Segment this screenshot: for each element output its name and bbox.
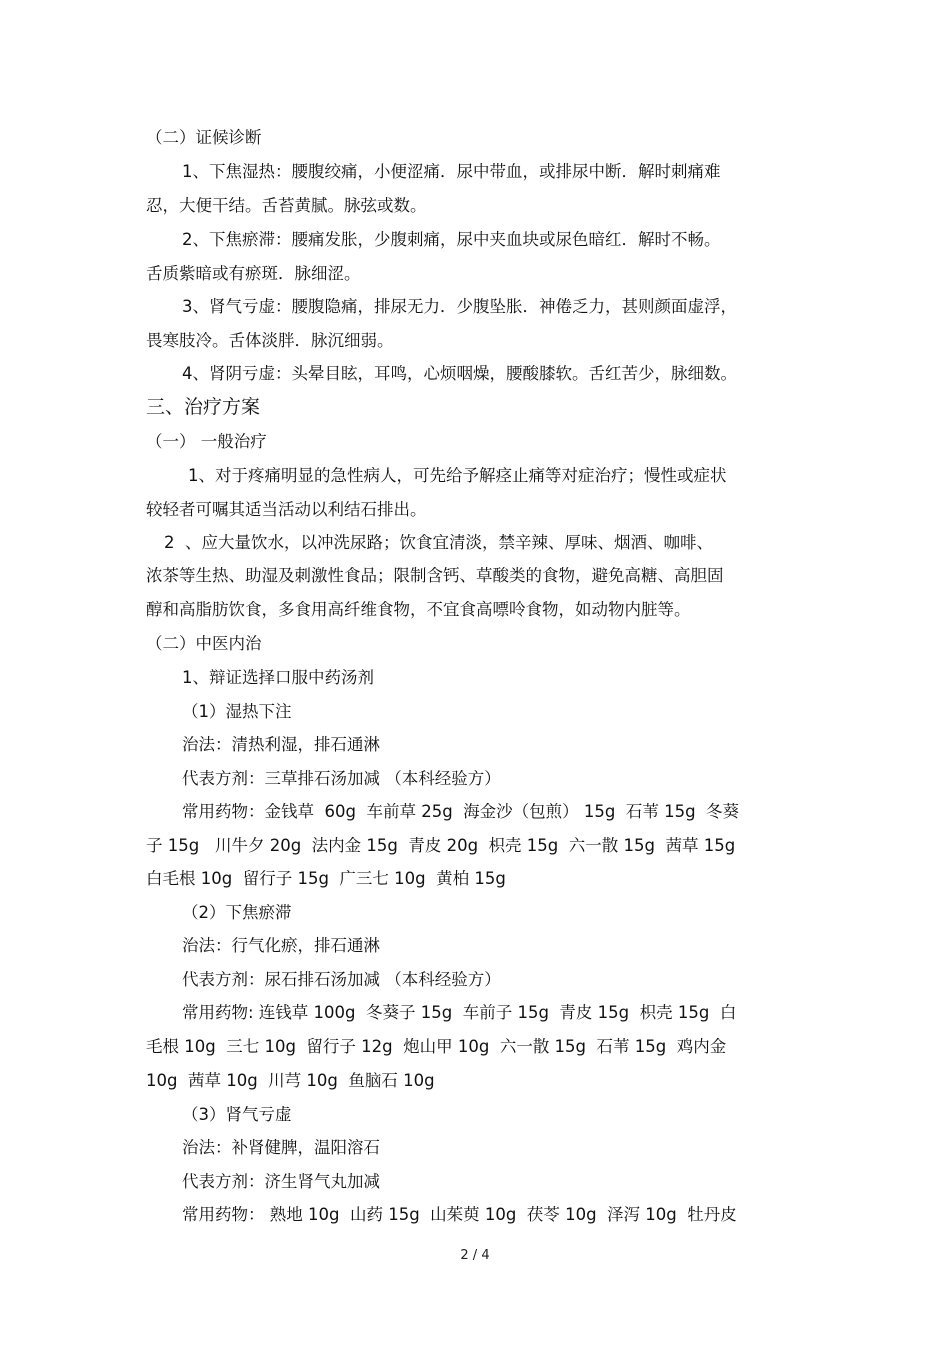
- text-line: 治法：行气化瘀，排石通淋: [182, 936, 380, 955]
- text-line: （3）肾气亏虚: [182, 1105, 292, 1124]
- section-heading: 三、治疗方案: [146, 396, 261, 418]
- text-line: （1）湿热下注: [182, 702, 292, 721]
- subsection-heading: （二）中医内治: [146, 634, 262, 653]
- text-line: 常用药物：金钱草 60g 车前草 25g 海金沙（包煎） 15g 石苇 15g 冬葵: [182, 802, 740, 821]
- text-line: 畏寒肢冷。舌体淡胖．脉沉细弱。: [146, 331, 394, 350]
- text-line: 治法：清热利湿，排石通淋: [182, 735, 380, 754]
- text-line: 代表方剂：尿石排石汤加减 （本科经验方）: [182, 970, 501, 989]
- text-line: 代表方剂：三草排石汤加减 （本科经验方）: [182, 769, 501, 788]
- text-line: 毛根 10g 三七 10g 留行子 12g 炮山甲 10g 六一散 15g 石苇 15g 鸡内金: [146, 1037, 727, 1056]
- text-line: 2 、应大量饮水，以冲洗尿路；饮食宜清淡，禁辛辣、厚味、烟酒、咖啡、: [164, 533, 713, 552]
- text-line: 常用药物: 连钱草 100g 冬葵子 15g 车前子 15g 青皮 15g 枳壳 15g 白: [182, 1003, 737, 1022]
- text-line: 白毛根 10g 留行子 15g 广三七 10g 黄柏 15g: [146, 869, 506, 888]
- text-line: 浓茶等生热、助湿及刺激性食品；限制含钙、草酸类的食物，避免高糖、高胆固: [146, 566, 724, 585]
- text-line: 2、下焦瘀滞：腰痛发胀，少腹刺痛，尿中夹血块或尿色暗红．解时不畅。: [182, 230, 721, 249]
- text-line: 较轻者可嘱其适当活动以利结石排出。: [146, 500, 427, 519]
- text-line: 常用药物： 熟地 10g 山药 15g 山茱萸 10g 茯苓 10g 泽泻 10g 牡丹皮: [182, 1205, 737, 1224]
- text-line: 1、下焦湿热：腰腹绞痛，小便涩痛．尿中带血，或排尿中断．解时刺痛难: [182, 162, 721, 181]
- subsection-heading: （一） 一般治疗: [146, 432, 267, 451]
- text-line: 子 15g 川牛夕 20g 法内金 15g 青皮 20g 枳壳 15g 六一散 15g 茜草 15g: [146, 836, 736, 855]
- subsection-heading: （二）证候诊断: [146, 128, 262, 147]
- text-line: 3、肾气亏虚：腰腹隐痛，排尿无力．少腹坠胀．神倦乏力，甚则颜面虚浮，: [182, 297, 737, 316]
- text-line: 4、肾阴亏虚：头晕目眩，耳鸣，心烦咽燥，腰酸膝软。舌红苦少，脉细数。: [182, 364, 737, 383]
- text-line: 1、对于疼痛明显的急性病人，可先给予解痉止痛等对症治疗；慢性或症状: [188, 466, 727, 485]
- text-line: 忍，大便干结。舌苔黄腻。脉弦或数。: [146, 196, 427, 215]
- text-line: 1、辩证选择口服中药汤剂: [182, 668, 374, 687]
- text-line: 10g 茜草 10g 川芎 10g 鱼脑石 10g: [146, 1071, 435, 1090]
- text-line: 醇和高脂肪饮食，多食用高纤维食物，不宜食高嘌呤食物，如动物内脏等。: [146, 600, 691, 619]
- page-number: 2 / 4: [460, 1248, 490, 1263]
- text-line: 代表方剂：济生肾气丸加减: [182, 1172, 380, 1191]
- text-line: 舌质紫暗或有瘀斑．脉细涩。: [146, 264, 361, 283]
- text-line: 治法：补肾健脾，温阳溶石: [182, 1138, 380, 1157]
- text-line: （2）下焦瘀滞: [182, 903, 292, 922]
